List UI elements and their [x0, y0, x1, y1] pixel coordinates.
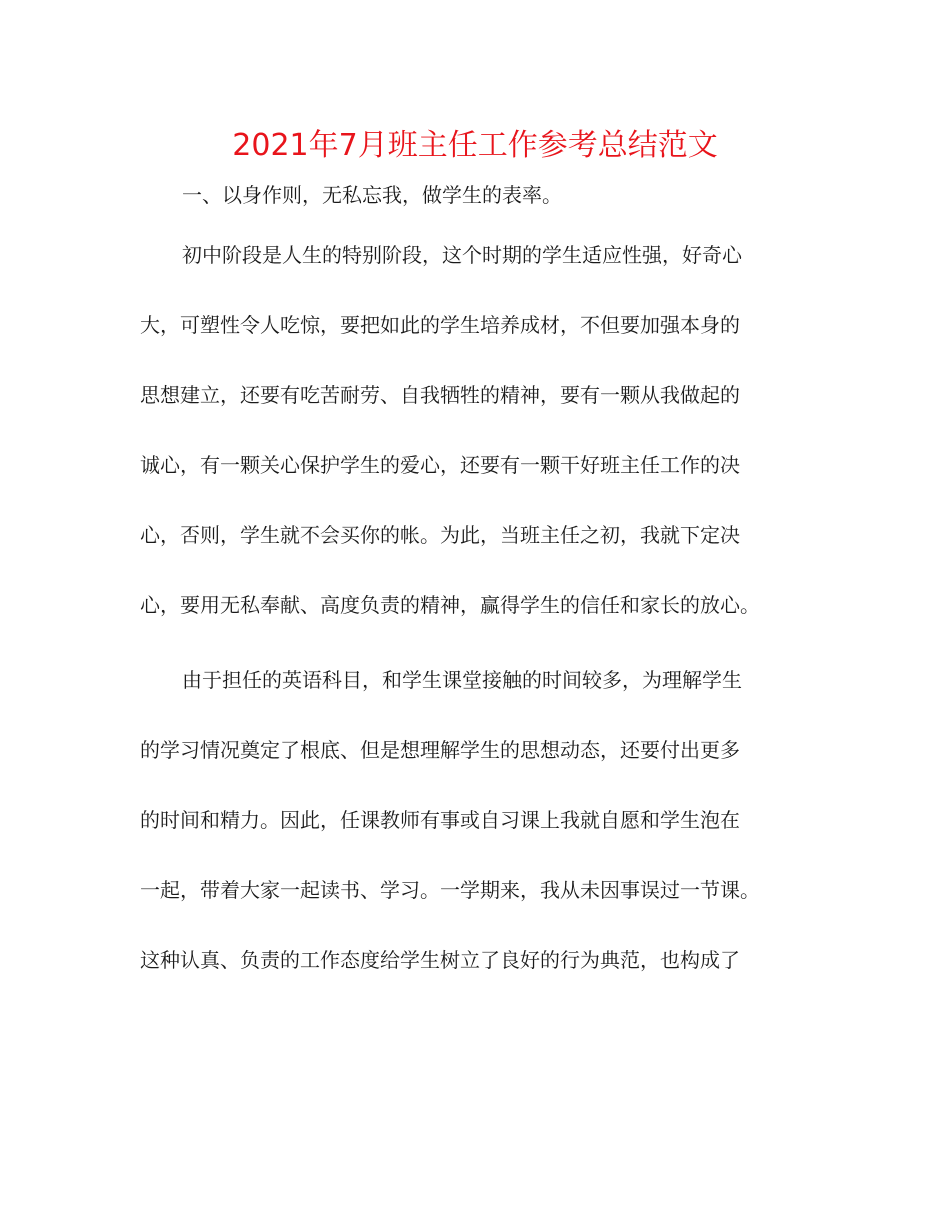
- paragraph-2-line: 的学习情况奠定了根底、但是想理解学生的思想动态，还要付出更多: [140, 738, 740, 762]
- paragraph-1-line: 思想建立，还要有吃苦耐劳、自我牺牲的精神，要有一颗从我做起的: [140, 383, 740, 407]
- paragraph-2-line: 这种认真、负责的工作态度给学生树立了良好的行为典范，也构成了: [140, 948, 740, 972]
- paragraph-1-line: 初中阶段是人生的特别阶段，这个时期的学生适应性强，好奇心: [182, 243, 742, 267]
- paragraph-1-line: 心，要用无私奉献、高度负责的精神，赢得学生的信任和家长的放心。: [140, 593, 760, 617]
- paragraph-2-line: 的时间和精力。因此，任课教师有事或自习课上我就自愿和学生泡在: [140, 808, 740, 832]
- paragraph-1: [140, 220, 820, 640]
- paragraph-2-line: 一起，带着大家一起读书、学习。一学期来，我从未因事误过一节课。: [140, 878, 760, 902]
- paragraph-2: [140, 645, 820, 995]
- paragraph-1-line: 大，可塑性令人吃惊，要把如此的学生培养成材，不但要加强本身的: [140, 313, 740, 337]
- paragraph-1-line: 心，否则，学生就不会买你的帐。为此，当班主任之初，我就下定决: [140, 523, 740, 547]
- section-heading: 一、以身作则，无私忘我，做学生的表率。: [182, 183, 562, 207]
- paragraph-1-line: 诚心，有一颗关心保护学生的爱心，还要有一颗干好班主任工作的决: [140, 453, 740, 477]
- document-title: 2021年7月班主任工作参考总结范文: [232, 128, 718, 163]
- paragraph-2-line: 由于担任的英语科目，和学生课堂接触的时间较多，为理解学生: [182, 668, 742, 692]
